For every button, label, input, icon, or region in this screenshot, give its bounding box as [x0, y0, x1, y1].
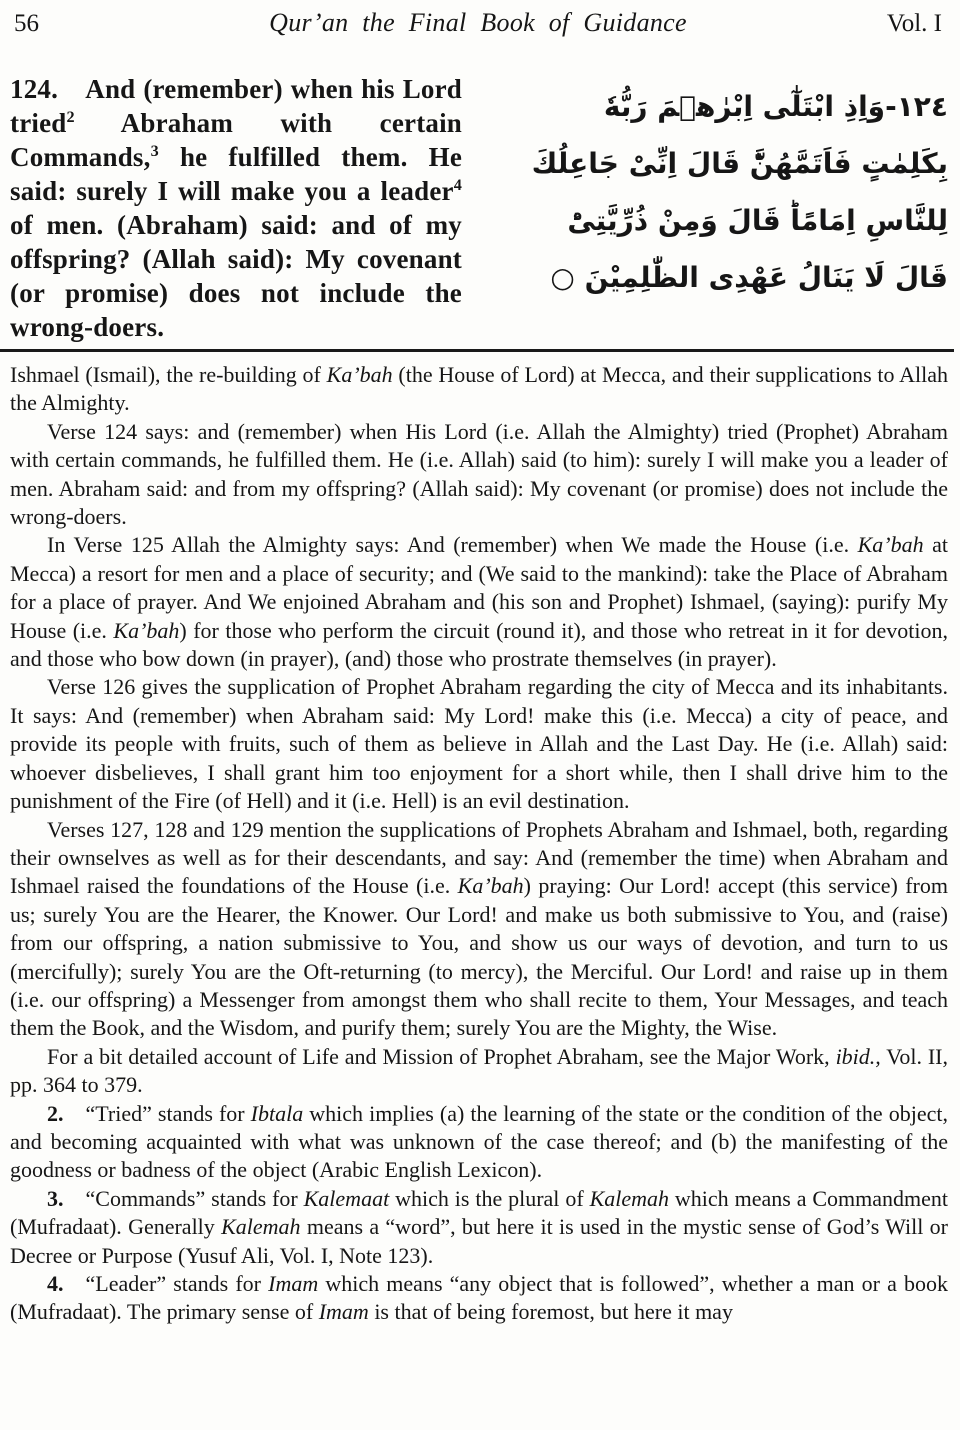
footnote-2	[10, 1100, 948, 1185]
text-run: Ka’bah	[457, 873, 524, 899]
text-run: of men. (Abraham) said: and of my offspring? (Allah said): My covenant (or promise) does not include the wrong-doers.	[10, 210, 462, 342]
arabic-line: بِكَلِمٰتٍ فَاَتَمَّهُنَّؕ قَالَ اِنِّىْ جَاعِلُكَ	[531, 147, 948, 180]
commentary-text	[10, 361, 948, 1327]
text-run: which means “any object that is followed”, whether a man or a book (Mufradaat). The primary sense of	[10, 1271, 948, 1325]
reference-note	[10, 1043, 948, 1100]
text-run: Kalemah	[589, 1185, 670, 1211]
verses-127-129-commentary	[10, 816, 948, 1043]
text-run: means a “word”, but here it is used in the mystic sense of God’s Will or Decree or Purpose (Yusuf Ali, Vol. I, Note 123).	[10, 1214, 948, 1268]
verse-126-commentary	[10, 673, 948, 815]
text-run: Ishmael (Ismail), the re-building of	[10, 362, 327, 387]
text-run: Imam	[268, 1271, 319, 1296]
verse-section	[10, 72, 948, 344]
verse-arabic-text	[462, 72, 948, 344]
footnote-number: 3.	[47, 1185, 64, 1211]
verse-125-commentary	[10, 531, 948, 673]
verse-english-translation	[10, 72, 462, 344]
text-run: which implies (a) the learning of the state or the condition of the object, and becoming acquainted with what was unknown of the case thereof; and (b) the manifesting of the goodness or badness of the object (Arabic English Lexicon).	[10, 1100, 948, 1183]
text-run: Verse 126 gives the supplication of Prophet Abraham regarding the city of Mecca and its inhabitants. It says: And (remember) when Abraham said: My Lord! make this (i.e. Mecca) a city of peace, and provide its people with fruits, such of them as believe in Allah and the Last Day. He (i.e. Allah) said: whoever disbelieves, I shall grant him too enjoyment for a short while, then I shall drive him to the punishment of the Fire (of Hell) and it (i.e. Hell) is an evil destination.	[10, 674, 948, 814]
text-run: For a bit detailed account of Life and Mission of Prophet Abraham, see the Major Work,	[47, 1043, 836, 1069]
text-run: at Mecca) a resort for men and a place of security; and (We said to the mankind): take the Place of Abraham for a place of prayer. And We enjoined Abraham and (his son and Prophet) Ishmael, (saying): purify My House (i.e.	[10, 532, 948, 643]
continuation-paragraph	[10, 361, 948, 418]
separator-rule	[0, 349, 954, 352]
book-title: Qur’an the Final Book of Guidance	[269, 8, 687, 37]
footnote-3	[10, 1185, 948, 1270]
text-run: 124. And (remember) when his Lord tried	[10, 74, 462, 138]
footnote-4	[10, 1270, 948, 1327]
text-run: ) praying: Our Lord! accept (this service) from us; surely You are the Hearer, the Knower. Our Lord! and make us both submissive to You, and (raise) from our offspring, a nation submissive to You, and show us our ways of devotion, and turn to us (mercifully); surely You are the Oft-returning (to mercy), the Merciful. Our Lord! and raise up in them (i.e. our offspring) a Messenger from amongst them who shall recite to them, Your Messages, and teach them the Book, and the Wisdom, and purify them; surely You are the Mighty, the Wise.	[10, 873, 948, 1041]
text-run: ) for those who perform the circuit (round it), and those who retreat in it for devotion, and those who bow down (in prayer), (and) those who prostrate themselves (in prayer).	[10, 617, 948, 672]
footnote-number: 2.	[47, 1100, 64, 1126]
arabic-line: لِلنَّاسِ اِمَامًاؕ قَالَ وَمِنْ ذُرِّيَّتِىْؕ	[567, 204, 948, 237]
verse-124-commentary	[10, 418, 948, 532]
footnote-ref: 4	[453, 176, 462, 194]
volume-label: Vol. I	[886, 10, 942, 37]
text-run: Imam	[318, 1299, 369, 1325]
text-run: Verses 127, 128 and 129 mention the supplications of Prophets Abraham and Ishmael, both, regarding their ownselves as well as for their descendants, and say: And (remember the time) when Abraham and Ishmael raised the foundations of the House (i.e.	[10, 816, 948, 899]
text-run: which means a Commandment (Mufradaat). Generally	[10, 1185, 949, 1240]
text-run: ibid.,	[835, 1043, 881, 1069]
text-run: Ka’bah	[857, 532, 924, 558]
text-run: Vol. II, pp. 364 to 379.	[10, 1043, 948, 1098]
text-run: which is the plural of	[389, 1185, 590, 1211]
text-run: Ibtala	[250, 1100, 304, 1126]
text-run: “Leader” stands for	[63, 1271, 269, 1296]
footnote-ref: 3	[150, 142, 159, 160]
footnote-number: 4.	[47, 1271, 64, 1296]
text-run: Verse 124 says: and (remember) when His Lord (i.e. Allah the Almighty) tried (Prophet) Abraham with certain commands, he fulfilled them. He (i.e. Allah) said (to him): surely I will make you a leader of men. Abraham said: and from my offspring? (Allah said): My covenant (or promise) does not include the wrong-doers.	[10, 418, 948, 530]
text-run: Ka’bah	[113, 617, 180, 643]
text-run: is that of being foremost, but here it may	[368, 1299, 733, 1325]
footnote-ref: 2	[66, 108, 75, 126]
text-run: “Commands” stands for	[63, 1185, 304, 1211]
text-run: Abraham with certain Commands,	[10, 108, 462, 172]
arabic-line: قَالَ لَا يَنَالُ عَهْدِى الظّٰلِمِيْنَ ○	[550, 261, 948, 294]
text-run: In Verse 125 Allah the Almighty says: And (remember) when We made the House (i.e.	[47, 532, 858, 558]
page-number: 56	[14, 10, 39, 37]
page-header	[10, 8, 948, 38]
text-run: Ka’bah	[326, 362, 393, 387]
text-run: Kalemaat	[303, 1185, 390, 1211]
text-run: he fulfilled them. He said: surely I will make you a leader	[10, 142, 462, 206]
text-run: “Tried” stands for	[63, 1100, 251, 1126]
arabic-line: ١٢٤-وَاِذِ ابْتَلٰٓى اِبْرٰهٖمَ رَبُّهٗ	[603, 90, 948, 123]
text-run: (the House of Lord) at Mecca, and their supplications to Allah the Almighty.	[10, 362, 948, 416]
text-run: Kalemah	[221, 1214, 301, 1240]
